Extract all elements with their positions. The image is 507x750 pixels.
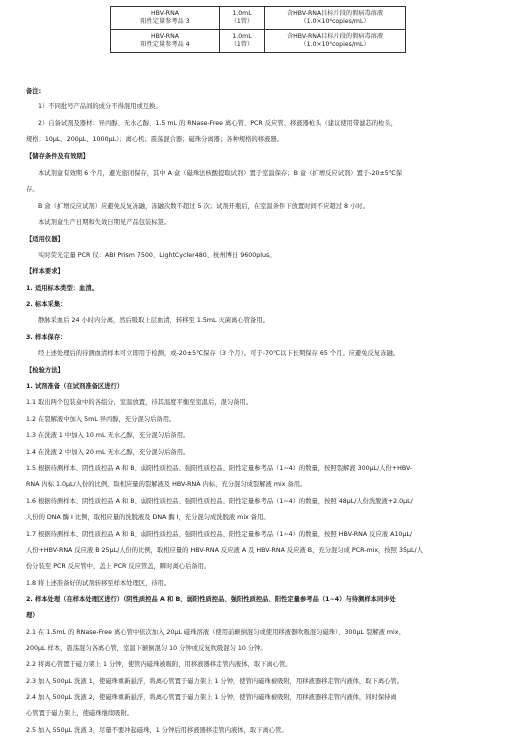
section-heading: 1. 适用标本类型：血清。 (26, 285, 98, 292)
text-line: 2.5 加入 550μL 洗液 3，尽量不要冲起磁珠，1 分钟后用移液器移走管内液体，取下离心管。 (26, 727, 288, 734)
text-line: 心管置于磁力架上，使磁珠继续吸附。 (26, 710, 134, 717)
quantity: （1管） (230, 18, 254, 25)
section-heading: 1. 试剂准备（在试剂准备区进行） (26, 383, 124, 390)
table-cell (265, 7, 406, 30)
text-line: 1.8 将上述准备好的试剂转移至样本处理区，待用。 (26, 580, 171, 587)
text-line: 人份+HBV-RNA 反应液 B 25μL/人份的比例，取相应量的 HBV-RNA 反应液 A 及 HBV-RNA 反应液 B，充分混匀成 PCR-mix，按照 35μL/人 (26, 547, 423, 554)
table-row (111, 7, 406, 30)
description: 含HBV-RNA目标片段的假病毒溶液 (286, 9, 384, 17)
text-line: 2.4 加入 500μL 洗液 2，使磁珠重新悬浮，将离心管置于磁力架上 1 分钟，使管内磁珠被吸附，用移液器移走管内液体，同时保持离 (26, 694, 397, 701)
product-name-sub: 阳性定量参考品 3 (140, 18, 190, 25)
text-line: RNA 内标 1.0μL/人份的比例，取相应量的裂解液及 HBV-RNA 内标，充分混匀成裂解液 mix 备用。 (26, 481, 307, 488)
section-heading: 【储存条件及有效期】 (26, 153, 89, 160)
text-line: 人份的 DNA 酶 I 比例，取相应量的洗脱液及 DNA 酶 I，充分混匀成洗脱液 mix 备用。 (26, 514, 270, 521)
table-cell (220, 30, 265, 53)
volume: 1.0mL (232, 32, 252, 40)
section-heading: 2. 标本采集： (26, 301, 67, 308)
text-line: 规格：10μL、200μL、1000μL）；离心机；震荡混合器；磁珠分离器；各种规格的移液器。 (26, 136, 283, 143)
text-line: 1.6 根据待测样本、阴性质控品 A 和 B、弱阳性质控品、强阳性质控品、阳性定量参考品（1~4）的数量，按照 48μL/人份洗脱液+2.0μL/ (26, 498, 413, 505)
table-row (111, 30, 406, 53)
description: 含HBV-RNA目标片段的假病毒溶液 (286, 32, 384, 40)
text-line: 实时荧光定量 PCR 仪：ABI Prism 7500、LightCycler480、杭州博日 9600plus。 (38, 252, 276, 259)
text-line: 2.1 在 1.5mL 的 RNase-Free 离心管中依次加入 20μL 磁珠溶液（使用前颠倒混匀或使用移液器吹吸混匀磁珠）、300μL 裂解液 mix、 (26, 629, 405, 636)
text-line: 经上述处理后的待测血清样本可立即用于检测，或-20±5℃保存（3 个月）。可于-70℃以下长期保存 65 个月。应避免反复冻融。 (38, 350, 400, 357)
text-line: 200μL 样本，震荡混匀各离心管，室温下颠倒混匀 10 分钟或反复吹吸混匀 10 分钟。 (26, 645, 267, 652)
table-cell (265, 30, 406, 53)
text-line: 存。 (26, 186, 39, 193)
text-line: 静脉采血后 24 小时内分离，然后吸取上层血清，转移至 1.5mL 灭菌离心管备用。 (38, 317, 269, 324)
text-line: 份分装至 PCR 反应管中，盖上 PCR 反应管盖，瞬时离心后备用。 (26, 563, 211, 570)
text-line: 本试剂盒生产日期和失效日期见产品包装标签。 (38, 219, 171, 226)
section-heading: 2. 样本处理（在样本处理区进行）（阴性质控品 A 和 B、弱阳性质控品、强阳性质控品、阳性定量参考品（1~4）与待测样本同步处 (26, 596, 396, 603)
quantity: （1管） (230, 41, 254, 48)
volume: 1.0mL (232, 9, 252, 17)
section-heading: 【样本要求】 (26, 268, 64, 275)
product-name: HBV-RNA (151, 32, 179, 40)
section-heading: 【检验方法】 (26, 367, 64, 374)
text-line: B 盒（扩增反应试剂）应避免反复冻融，冻融次数不超过 5 次；试剂开瓶后，在室温条件下放置时间不应超过 8 小时。 (38, 203, 369, 210)
product-name-sub: 阳性定量参考品 4 (140, 41, 190, 48)
table-cell (220, 7, 265, 30)
section-heading: 理） (26, 612, 39, 619)
text-line: 1.1 取出两个包装盒中的各组分，室温放置，待其温度平衡至室温后，混匀备用。 (26, 399, 253, 406)
text-line: 1.3 在洗液 1 中加入 10 mL 无水乙醇，充分混匀后备用。 (26, 432, 190, 439)
section-heading: 【适用仪器】 (26, 236, 64, 243)
product-name: HBV-RNA (151, 9, 179, 17)
concentration: （1.0×10⁵copies/mL） (300, 41, 370, 48)
text-line: 2.2 将离心管置于磁力架上 1 分钟，使管内磁珠被吸附，用移液器移走管内液体，取下离心管。 (26, 661, 292, 668)
concentration: （1.0×10⁶copies/mL） (300, 18, 370, 25)
text-line: 1）不同批号产品间的成分不得混用或互换。 (38, 103, 162, 110)
section-heading: 备注: (26, 88, 42, 95)
text-line: 1.2 在裂解液中加入 5mL 异丙醇，充分混匀后备用。 (26, 416, 176, 423)
reference-table (110, 6, 406, 53)
text-line: 2.3 加入 500μL 洗液 1，使磁珠重新悬浮，将离心管置于磁力架上 1 分钟，使管内磁珠被吸附，用移液器移走管内液体，取下离心管。 (26, 678, 404, 685)
text-line: 2）自备试剂及器材：异丙醇、无水乙醇、1.5 mL 的 RNase-Free 离心管、PCR 反应管、移液器枪头（建议使用带滤芯的枪头， (38, 120, 398, 127)
text-line: 1.7 根据待测样本、阴性质控品 A 和 B、弱阳性质控品、强阳性质控品、阳性定量参考品（1~4）的数量，按照 HBV-RNA 反应液 A10μL/ (26, 531, 413, 538)
text-line: 本试剂盒有效期 6 个月，避光密闭保存，其中 A 盒（磁珠法核酸提取试剂）置于室温保存；B 盒（扩增反应试剂）置于-20±5℃保 (38, 170, 403, 177)
text-line: 1.4 在洗液 2 中加入 20 mL 无水乙醇，充分混匀后备用。 (26, 449, 190, 456)
table-cell (111, 7, 220, 30)
table-cell (111, 30, 220, 53)
section-heading: 3. 样本保存： (26, 334, 67, 341)
text-line: 1.5 根据待测样本、阴性质控品 A 和 B、弱阳性质控品、强阳性质控品、阳性定量参考品（1~4）的数量，按照裂解液 300μL/人份+HBV- (26, 465, 413, 472)
